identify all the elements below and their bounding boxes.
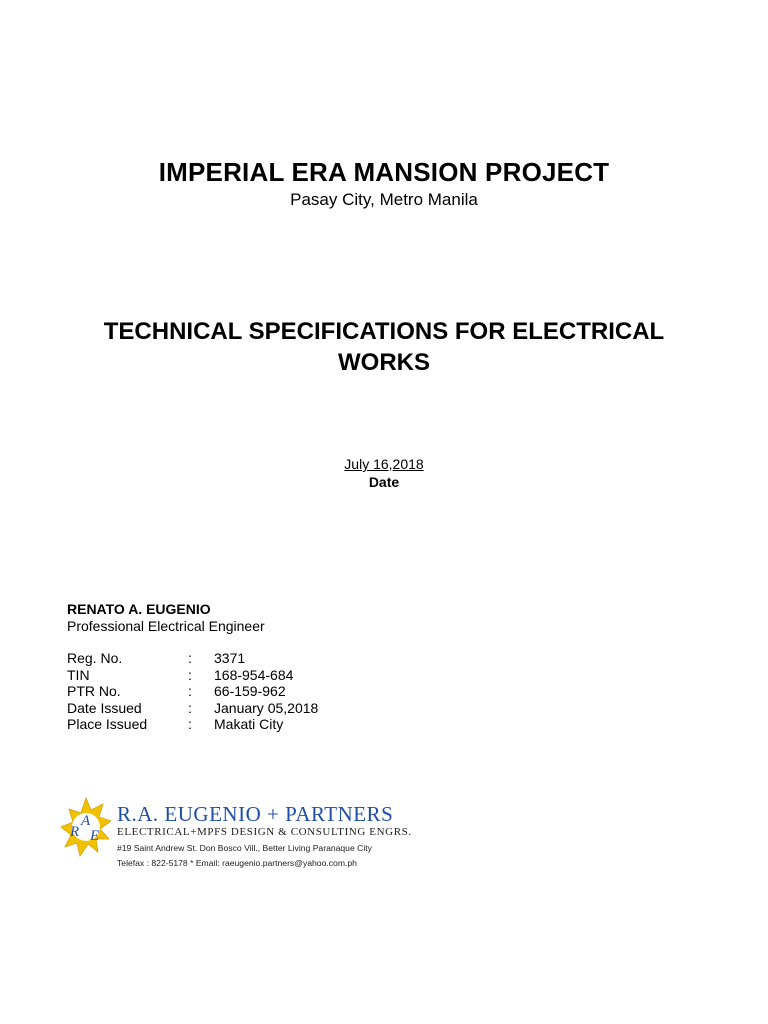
spec-title	[80, 316, 688, 378]
credential-separator: :	[188, 666, 192, 683]
date-block	[284, 456, 484, 490]
credential-separator: :	[188, 683, 192, 699]
credential-row	[67, 667, 367, 684]
firm-letterhead	[60, 796, 420, 876]
firm-contact: Telefax : 822-5178 * Email: raeugenio.partners@yahoo.com.ph	[117, 858, 357, 868]
project-title: IMPERIAL ERA MANSION PROJECT	[158, 157, 610, 187]
credential-label: Place Issued	[67, 716, 148, 732]
engineer-title: Professional Electrical Engineer	[67, 618, 265, 634]
logo-letter-r: R	[70, 824, 80, 840]
spec-title-line-1: TECHNICAL SPECIFICATIONS FOR ELECTRICAL	[103, 318, 665, 345]
credentials-list	[67, 650, 367, 733]
spec-title-line-2: WORKS	[338, 349, 430, 376]
logo-letter-a: A	[81, 813, 91, 829]
credential-label: TIN	[67, 666, 90, 683]
credential-value: 168-954-684	[214, 666, 294, 683]
credential-value: January 05,2018	[214, 699, 319, 716]
firm-name: R.A. EUGENIO + PARTNERS	[117, 802, 394, 826]
credential-separator: :	[188, 699, 192, 716]
credential-label: PTR No.	[67, 683, 121, 699]
credential-value: 3371	[214, 650, 246, 666]
star-logo-icon	[60, 796, 112, 862]
credential-row	[67, 700, 367, 717]
firm-tagline: ELECTRICAL+MPFS DESIGN & CONSULTING ENGRS.	[117, 826, 412, 838]
credential-label: Date Issued	[67, 699, 142, 716]
credential-label: Reg. No.	[67, 650, 123, 666]
credential-row	[67, 650, 367, 667]
date-label: Date	[368, 474, 400, 490]
credential-value: Makati City	[214, 716, 284, 732]
project-location: Pasay City, Metro Manila	[290, 190, 478, 209]
logo-letter-e: E	[90, 828, 100, 844]
firm-address: #19 Saint Andrew St. Don Bosco Vill., Better Living Paranaque City	[117, 843, 372, 853]
credential-row	[67, 716, 367, 733]
credential-separator: :	[188, 716, 192, 732]
date-value: July 16,2018	[344, 456, 424, 472]
credential-value: 66-159-962	[214, 683, 286, 699]
credential-row	[67, 683, 367, 700]
credential-separator: :	[188, 650, 192, 666]
engineer-name: RENATO A. EUGENIO	[67, 601, 211, 617]
